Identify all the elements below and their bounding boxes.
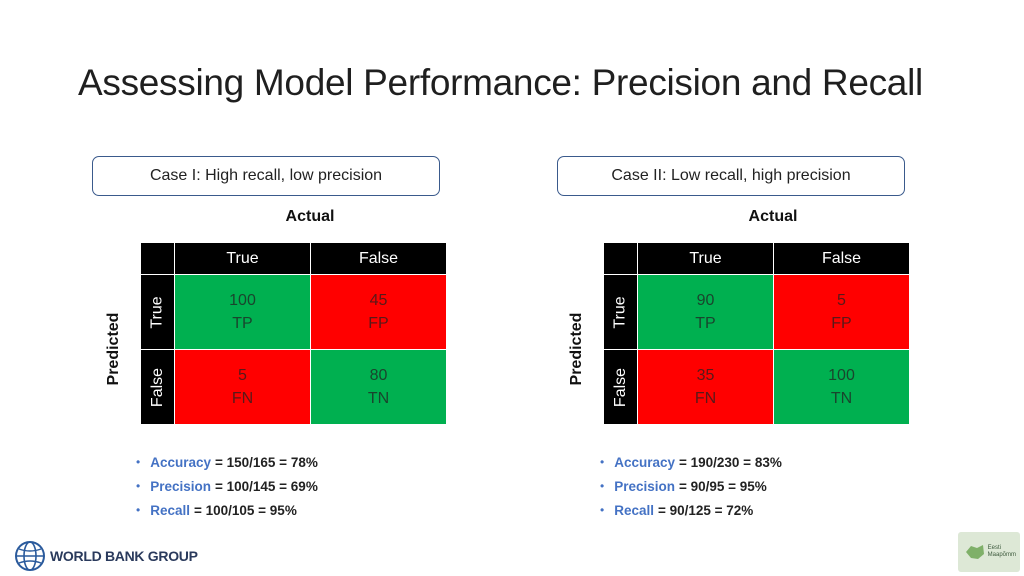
list-item: • Accuracy = 150/165 = 78% bbox=[136, 454, 318, 470]
cell-value: 5 bbox=[837, 292, 846, 309]
cell-value: 35 bbox=[696, 367, 715, 384]
cell-fn bbox=[638, 350, 773, 424]
case-1-confusion-matrix bbox=[141, 243, 446, 424]
partner-logo-text-1: Eesti bbox=[987, 545, 1001, 551]
cell-tag: FP bbox=[831, 315, 852, 332]
col-header-true: True bbox=[175, 243, 310, 274]
case-1-metrics-list bbox=[136, 450, 318, 522]
col-header-false: False bbox=[311, 243, 446, 274]
row-header-true: True bbox=[141, 275, 174, 349]
cell-value: 5 bbox=[238, 367, 247, 384]
bullet-icon: • bbox=[600, 455, 605, 469]
cell-tp bbox=[638, 275, 773, 349]
list-item: • Precision = 90/95 = 95% bbox=[600, 478, 767, 494]
bullet-icon: • bbox=[136, 455, 141, 469]
cell-tp bbox=[175, 275, 310, 349]
cell-fn bbox=[175, 350, 310, 424]
row-header-false: False bbox=[604, 350, 637, 424]
partner-logo-text-2: Maapõmm bbox=[987, 552, 1016, 558]
slide-title: Assessing Model Performance: Precision and Recall bbox=[78, 62, 923, 103]
bullet-icon: • bbox=[600, 503, 605, 517]
cell-fp bbox=[774, 275, 909, 349]
list-item: • Recall = 90/125 = 72% bbox=[600, 502, 754, 518]
cell-value: 90 bbox=[696, 292, 715, 309]
globe-icon bbox=[14, 540, 46, 572]
matrix-corner bbox=[141, 243, 174, 274]
case-1-actual-label: Actual bbox=[285, 208, 335, 225]
row-header-false: False bbox=[141, 350, 174, 424]
map-icon bbox=[963, 540, 987, 564]
case-2-actual-label: Actual bbox=[748, 208, 798, 225]
world-bank-logo-text: WORLD BANK GROUP bbox=[50, 548, 198, 564]
cell-value: 100 bbox=[828, 367, 855, 384]
bullet-icon: • bbox=[136, 503, 141, 517]
cell-value: 45 bbox=[369, 292, 388, 309]
bullet-icon: • bbox=[600, 479, 605, 493]
cell-fp bbox=[311, 275, 446, 349]
col-header-true: True bbox=[638, 243, 773, 274]
case-2-confusion-matrix bbox=[604, 243, 909, 424]
cell-tag: TP bbox=[695, 315, 716, 332]
row-header-true: True bbox=[604, 275, 637, 349]
list-item: • Accuracy = 190/230 = 83% bbox=[600, 454, 782, 470]
cell-value: 80 bbox=[369, 367, 388, 384]
bullet-icon: • bbox=[136, 479, 141, 493]
partner-logo bbox=[958, 532, 1020, 572]
cell-tag: TP bbox=[232, 315, 253, 332]
cell-tn bbox=[774, 350, 909, 424]
cell-value: 100 bbox=[229, 292, 256, 309]
list-item: • Recall = 100/105 = 95% bbox=[136, 502, 297, 518]
case-2-heading-box bbox=[557, 156, 905, 196]
cell-tag: FN bbox=[694, 390, 717, 407]
case-1-predicted-label: Predicted bbox=[105, 312, 122, 386]
cell-tag: FN bbox=[231, 390, 254, 407]
cell-tag: TN bbox=[830, 390, 853, 407]
case-1-heading: Case I: High recall, low precision bbox=[149, 167, 383, 184]
matrix-corner bbox=[604, 243, 637, 274]
world-bank-logo bbox=[14, 540, 198, 572]
case-1-heading-box bbox=[92, 156, 440, 196]
col-header-false: False bbox=[774, 243, 909, 274]
case-2-predicted-label: Predicted bbox=[568, 312, 585, 386]
list-item: • Precision = 100/145 = 69% bbox=[136, 478, 318, 494]
cell-tag: TN bbox=[367, 390, 390, 407]
case-2-heading: Case II: Low recall, high precision bbox=[611, 167, 851, 184]
case-2-metrics-list bbox=[600, 450, 782, 522]
cell-tn bbox=[311, 350, 446, 424]
cell-tag: FP bbox=[368, 315, 389, 332]
